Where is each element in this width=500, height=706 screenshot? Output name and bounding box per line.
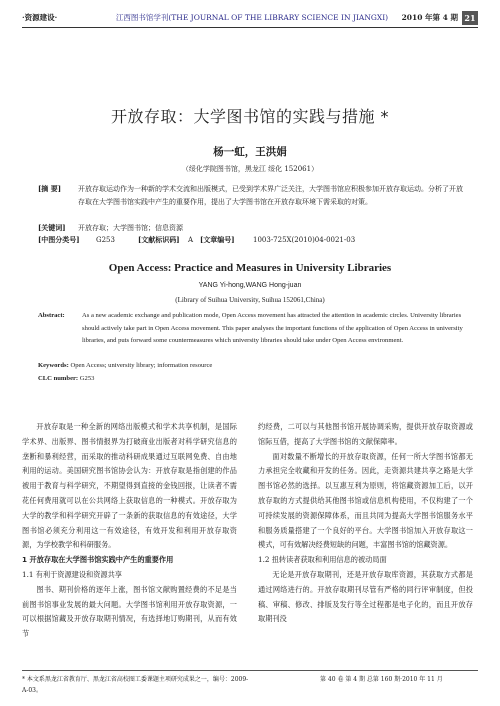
paper-title-en: Open Access: Practice and Measures in University Libraries <box>108 262 392 274</box>
doc-code: A <box>188 236 194 244</box>
subsection-heading: 1.2 扭转读者获取和利用信息的被动局面 <box>258 555 387 565</box>
running-header <box>22 10 478 26</box>
paper-affiliation-en: (Library of Suihua University, Suihua 152061,China) <box>175 296 325 304</box>
abstract-zh-label: [摘 要] <box>38 184 62 193</box>
header-rule <box>22 27 478 28</box>
abstract-en-text: As a new academic exchange and publication mode, Open Access movement has attracted the attention in academic circles. University libraries should actively take part in Open Access movement. This paper analyses the important functions of the application of Open Access in university libraries, and puts forward some countermeasures which university libraries should take under Open Access environment. <box>82 312 463 344</box>
paper-authors: 杨一虹，王洪娟 <box>213 146 287 158</box>
abstract-zh-text: 开放存取运动作为一种新的学术交流和出版模式，已受到学术界广泛关注，大学图书馆应积极参加开放存取运动。分析了开放存取在大学图书馆实践中产生的重要作用，提出了大学图书馆在开放存取环境下需采取的对策。 <box>78 185 463 206</box>
clc-en <box>38 375 468 382</box>
clc-zh-label: [中图分类号] <box>38 235 80 244</box>
journal-name: 江西图书馆学刊(THE JOURNAL OF THE LIBRARY SCIENCE IN JIANGXI) <box>115 13 389 22</box>
paper-affiliation: （绥化学院图书馆，黑龙江 绥化 152061） <box>181 165 319 173</box>
article-id-label: [文章编号] <box>200 235 235 244</box>
keywords-zh-text: 开放存取；大学图书馆；信息资源 <box>78 224 183 232</box>
section-heading: 1 开放存取在大学图书馆实践中产生的重要作用 <box>22 555 174 565</box>
body-column-right <box>258 420 473 627</box>
body-paragraph: 开放存取是一种全新的网络出版模式和学术共享机制，是国际学术界、出版界、图书情报界为打破商业出版者对科学研究信息的垄断和暴利经营，而采取的推动科研成果通过互联网免费、自由地利用的运动。美国研究图书馆协会认为：开放存取是指创建的作品被用于教育与科学研究，不期望得到直接的金钱回报，让读者不需花任何费用就可以在公共网络上获取信息的一种模式。开放存取为大学的教学和科学研究开辟了一条新的获取信息的有效途径，大学图书馆必须充分利用这一有效途径，有效开发和利用开放存取资源，为学校教学和科研服务。 <box>22 422 237 550</box>
keywords-zh-label: [关键词] <box>38 223 66 232</box>
abstract-en-label: Abstract: <box>38 312 65 319</box>
paper-title: 开放存取：大学图书馆的实践与措施 * <box>110 107 390 126</box>
doc-code-label: [文献标识码] <box>138 235 180 244</box>
keywords-en <box>38 362 468 369</box>
keywords-en-text: Open Access; university library; information resource <box>70 362 213 369</box>
body-paragraph: 图书、期刊价格的逐年上涨，图书馆文献购置经费的不足是当前图书馆事业发展的最大问题。大学图书馆利用开放存取资源，一可以根据馆藏及开放存取期刊情况，有选择地订购期刊，从而有效节 <box>22 584 237 639</box>
page-number: 21 <box>462 11 478 25</box>
section-label: ·资源建设· <box>22 13 58 22</box>
article-id: 1003-725X(2010)04-0021-03 <box>253 236 356 244</box>
keywords-en-label: Keywords: <box>38 362 69 369</box>
body-paragraph: 面对数量不断增长的开放存取资源，任何一所大学图书馆都无力承担完全收藏和开发的任务。因此，走资源共建共享之路是大学图书馆必然的选择。以互惠互利为原则，将馆藏资源加工后，以开放存取的方式提供给其他图书馆或信息机构使用，不仅构建了一个可持续发展的资源保障体系，而且共同为提高大学图书馆服务水平和服务质量搭建了一个良好的平台。大学图书馆加入开放存取这一模式，可有效解决经费短缺的问题，丰富图书馆的馆藏资源。 <box>258 451 473 550</box>
body-column-left <box>22 420 237 642</box>
issue-label: 2010 年第 4 期 <box>401 13 458 22</box>
clc-en-label: CLC number: <box>38 375 79 382</box>
clc-en-text: G253 <box>79 375 95 382</box>
paper-authors-en: YANG Yi-hong,WANG Hong-juan <box>198 282 302 289</box>
clc-zh-code: G253 <box>96 236 115 244</box>
footnote: * 本文系黑龙江省教育厅、黑龙江省高校图工委课题主项研究成果之一，编号：2009-A-03。 <box>22 676 249 694</box>
subsection-heading: 1.1 有利于资源建设和资源共享 <box>22 569 122 579</box>
page-footer: 第 40 卷 第 4 期 总第 160 期·2010 年 11 月 <box>320 676 443 683</box>
body-paragraph: 约经费，二可以与其他图书馆开展协调采购，提供开放存取资源或馆际互借，提高了大学图书馆的文献保障率。 <box>258 422 473 446</box>
footer-rule <box>22 670 478 671</box>
body-paragraph: 无论是开放存取期刊，还是开放存取库资源，其获取方式都是通过网络进行的。开放存取期刊尽管有严格的同行评审制度，但投稿、审稿、修改、排版及发行等全过程都是电子化的，而且开放存取期刊没 <box>258 569 473 624</box>
